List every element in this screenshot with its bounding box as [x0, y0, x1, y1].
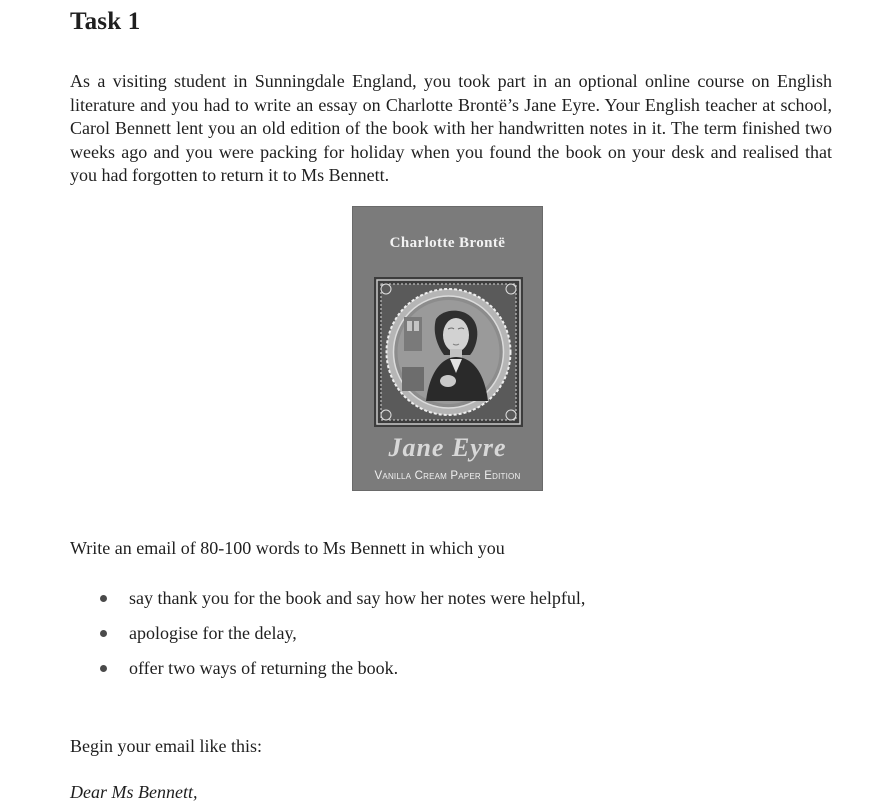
email-salutation: Dear Ms Bennett,	[70, 782, 198, 802]
bullet-icon	[100, 595, 107, 602]
book-cover-edition: Vanilla Cream Paper Edition	[374, 470, 521, 482]
requirement-list	[100, 586, 585, 691]
book-cover-image	[352, 206, 543, 491]
list-item	[100, 621, 585, 656]
task-intro-paragraph: As a visiting student in Sunningdale England, you took part in an optional online course on English literature and you had to write an essay on Charlotte Brontë’s Jane Eyre. Your English teacher at school, Carol Bennett lent you an old edition of the book with her handwritten notes in it. The term finished two weeks ago and you were packing for holiday when you found the book on your desk and realised that you had forgotten to return it to Ms Bennett.	[70, 71, 832, 185]
bullet-icon	[100, 665, 107, 672]
book-cover-title: Jane Eyre	[388, 433, 507, 462]
list-item-text: apologise for the delay,	[129, 623, 297, 643]
bullet-icon	[100, 630, 107, 637]
list-item	[100, 586, 585, 621]
list-item-text: offer two ways of returning the book.	[129, 658, 399, 678]
task-instruction: Write an email of 80-100 words to Ms Bennett in which you	[70, 538, 505, 558]
portrait-illustration	[374, 277, 523, 427]
list-item-text: say thank you for the book and say how her notes were helpful,	[129, 588, 586, 608]
book-cover-author: Charlotte Brontë	[389, 235, 506, 251]
begin-email-prompt: Begin your email like this:	[70, 736, 262, 756]
task-title: Task 1	[70, 8, 141, 35]
list-item	[100, 656, 585, 691]
